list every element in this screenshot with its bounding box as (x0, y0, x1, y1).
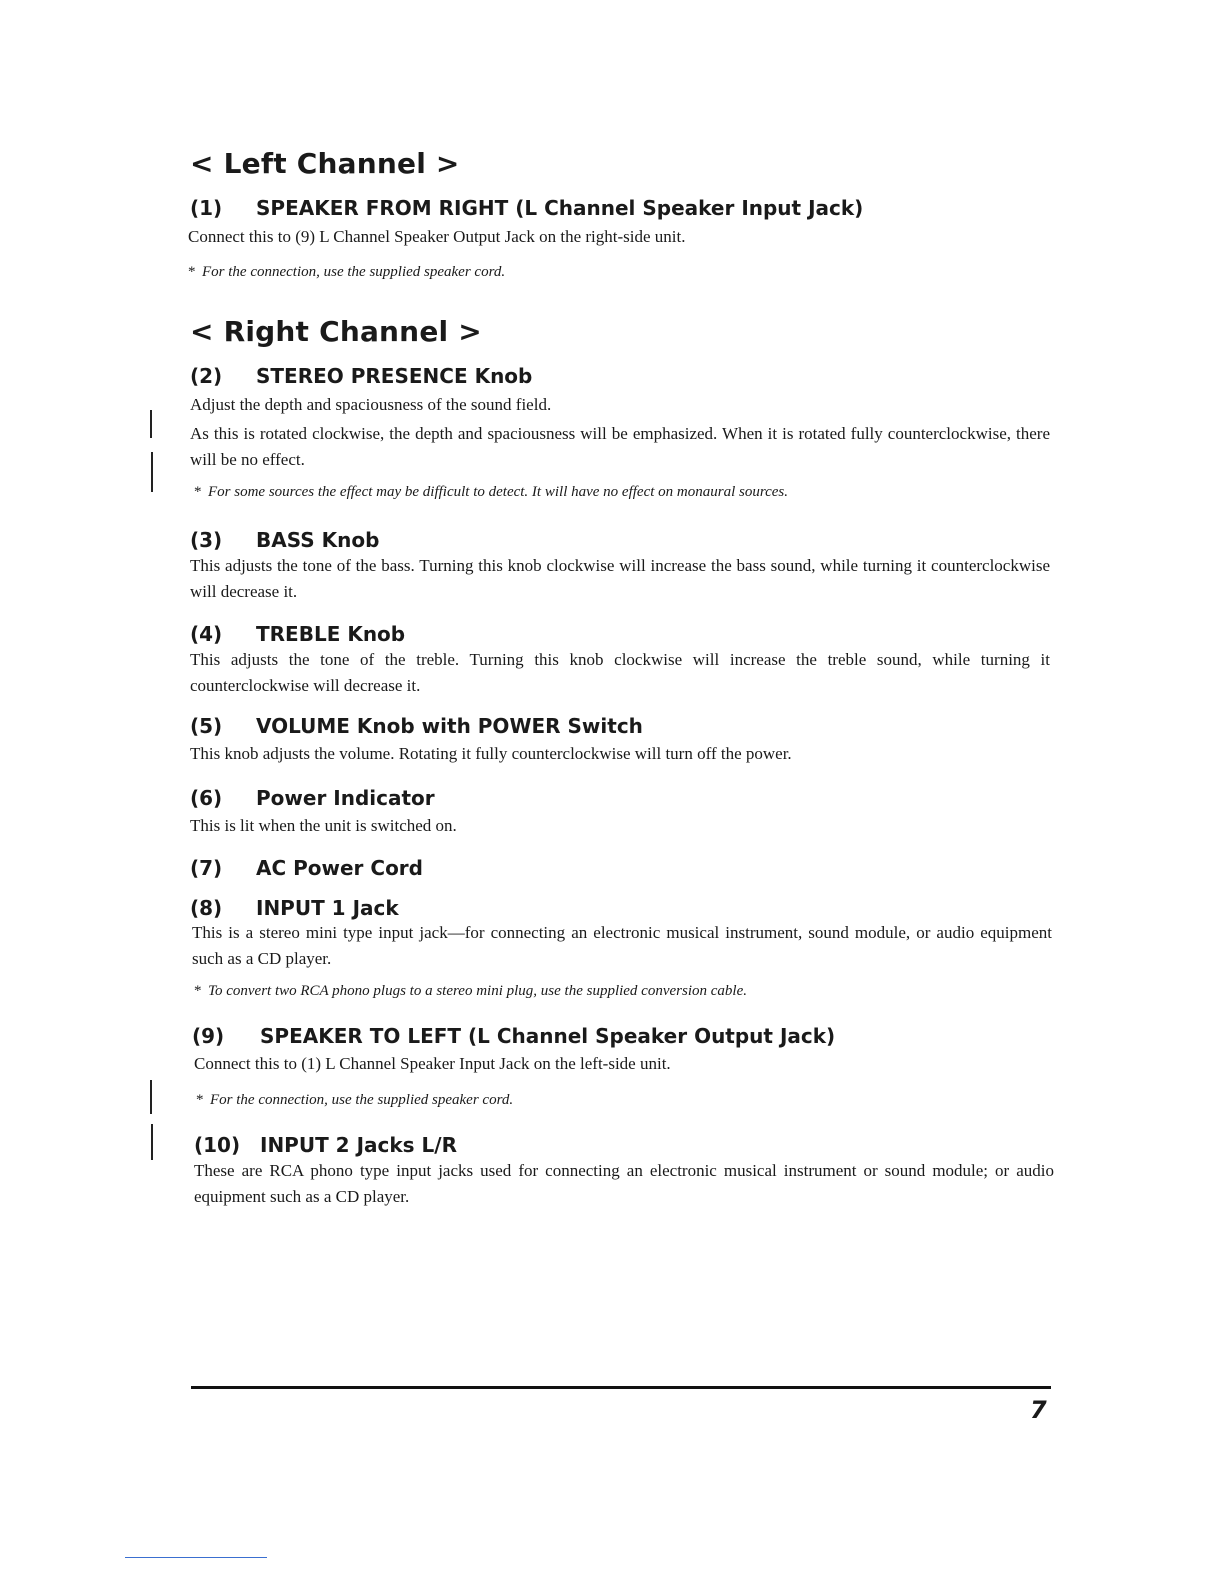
item-description: This knob adjusts the volume. Rotating it fully counterclockwise will turn off the power. (190, 744, 792, 763)
item-heading-3 (190, 530, 379, 550)
note-marker: * (196, 1092, 204, 1108)
margin-mark (150, 1080, 152, 1114)
item-heading-9 (192, 1026, 835, 1046)
item-title: INPUT 1 Jack (256, 896, 399, 920)
item-description: This is lit when the unit is switched on. (190, 816, 457, 835)
item-heading-2 (190, 366, 532, 386)
page-number: 7 (1030, 1396, 1047, 1424)
item-title: INPUT 2 Jacks L/R (260, 1133, 457, 1157)
item-description: These are RCA phono type input jacks used for connecting an electronic musical instrument or sound module; or audio equipment such as a CD player. (194, 1161, 1054, 1206)
item-description: This adjusts the tone of the treble. Turning this knob clockwise will increase the treble sound, while turning it counterclockwise will decrease it. (190, 650, 1050, 695)
item-title: TREBLE Knob (256, 622, 406, 646)
item-number: (9) (192, 1024, 225, 1048)
footer-rule (191, 1386, 1051, 1389)
item-note (188, 262, 505, 282)
item-title: STEREO PRESENCE Knob (256, 364, 533, 388)
item-number: (3) (190, 528, 223, 552)
note-text: For some sources the effect may be difficult to detect. It will have no effect on monaural sources. (208, 484, 789, 500)
item-number: (4) (190, 622, 223, 646)
item-number: (7) (190, 856, 223, 880)
item-description-2: As this is rotated clockwise, the depth and spaciousness will be emphasized. When it is rotated fully counterclockwise, there will be no effect. (190, 424, 1050, 469)
item-description: Adjust the depth and spaciousness of the sound field. (190, 395, 552, 414)
item-title: BASS Knob (256, 528, 380, 552)
item-number: (6) (190, 786, 223, 810)
item-title: SPEAKER FROM RIGHT (L Channel Speaker Input Jack) (256, 196, 864, 220)
item-title: Power Indicator (256, 786, 435, 810)
item-heading-8 (190, 898, 399, 918)
note-marker: * (194, 983, 202, 999)
item-title: AC Power Cord (256, 856, 423, 880)
item-title: SPEAKER TO LEFT (L Channel Speaker Output Jack) (260, 1024, 836, 1048)
item-heading-10 (194, 1135, 457, 1155)
item-description: Connect this to (9) L Channel Speaker Output Jack on the right-side unit. (188, 227, 686, 246)
margin-mark (150, 410, 152, 438)
section-heading-right-channel: < Right Channel > (190, 315, 482, 348)
item-description: This adjusts the tone of the bass. Turning this knob clockwise will increase the bass sound, while turning it counterclockwise will decrease it. (190, 556, 1050, 601)
item-heading-4 (190, 624, 405, 644)
item-heading-6 (190, 788, 435, 808)
item-description: This is a stereo mini type input jack—for connecting an electronic musical instrument, sound module, or audio equipment such as a CD player. (192, 923, 1052, 968)
item-description: Connect this to (1) L Channel Speaker Input Jack on the left-side unit. (194, 1054, 671, 1073)
item-number: (5) (190, 714, 223, 738)
note-marker: * (194, 484, 202, 500)
note-text: For the connection, use the supplied speaker cord. (202, 264, 506, 280)
margin-mark (151, 1124, 153, 1160)
item-number: (1) (190, 196, 223, 220)
item-number: (2) (190, 364, 223, 388)
item-number: (10) (194, 1133, 241, 1157)
item-note (196, 1090, 513, 1110)
section-heading-left-channel: < Left Channel > (190, 147, 460, 180)
note-text: To convert two RCA phono plugs to a stereo mini plug, use the supplied conversion cable. (208, 983, 747, 999)
item-heading-7 (190, 858, 423, 878)
item-heading-1 (190, 198, 863, 218)
item-note (194, 482, 788, 502)
margin-mark (151, 452, 153, 492)
item-heading-5 (190, 716, 643, 736)
scan-artifact-line (125, 1557, 267, 1558)
note-marker: * (188, 264, 196, 280)
item-title: VOLUME Knob with POWER Switch (256, 714, 643, 738)
item-number: (8) (190, 896, 223, 920)
item-note (194, 981, 747, 1001)
note-text: For the connection, use the supplied speaker cord. (210, 1092, 514, 1108)
